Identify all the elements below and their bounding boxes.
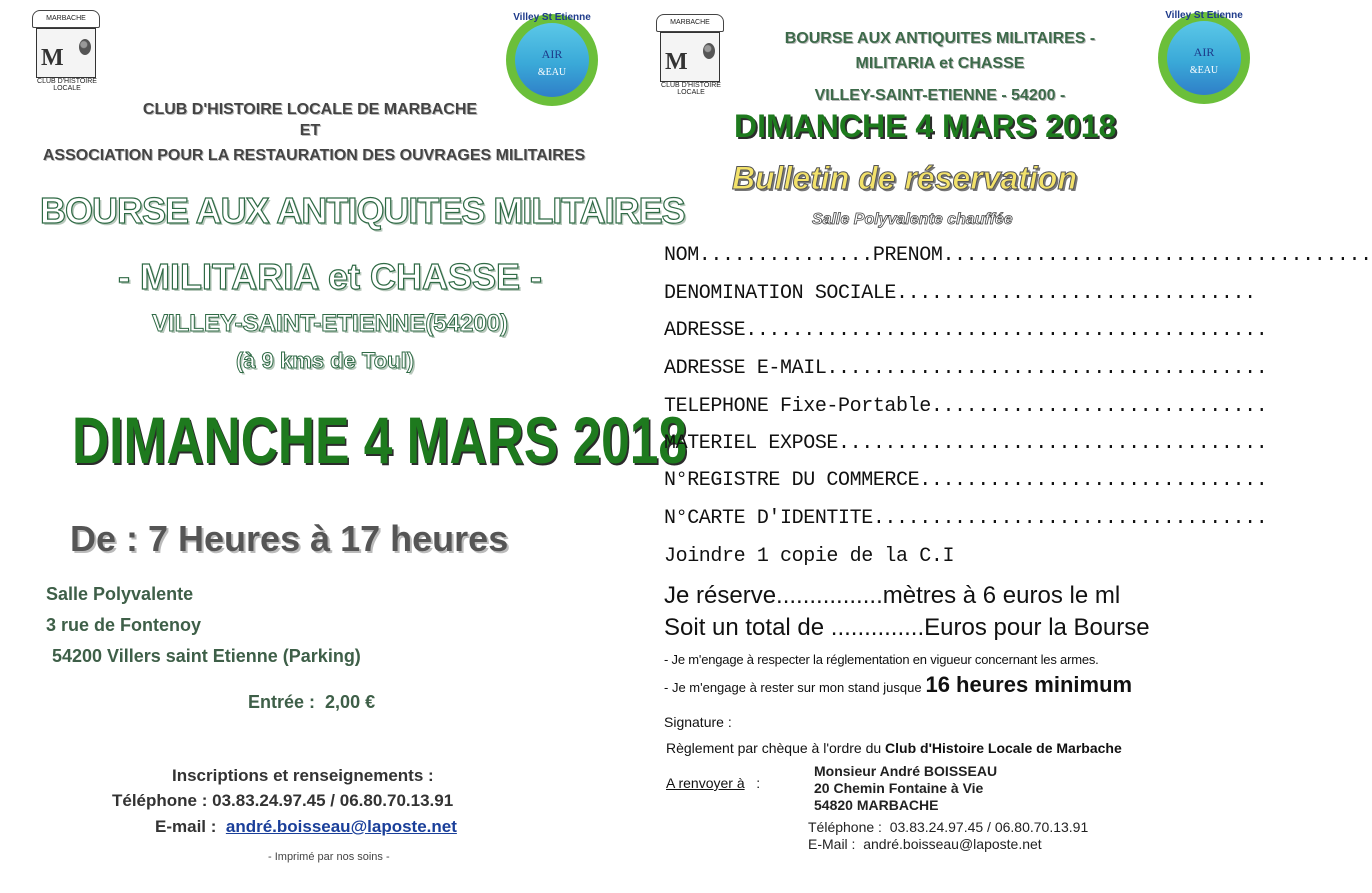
left-title2: - MILITARIA et CHASSE - <box>118 256 542 297</box>
villey-logo-air: AIR <box>1193 45 1215 59</box>
club-logo <box>30 10 104 105</box>
form-joindre: Joindre 1 copie de la C.I <box>664 545 955 568</box>
club-logo-caption: CLUB D'HISTOIRE LOCALE <box>37 78 97 92</box>
form-row-nom[interactable] <box>664 244 1372 267</box>
left-header-line3: ASSOCIATION POUR LA RESTAURATION DES OUVRAGES MILITAIRES <box>42 147 586 164</box>
left-printed: - Imprimé par nos soins - <box>268 851 390 863</box>
reglement-bold: Club d'Histoire Locale de Marbache <box>885 740 1122 756</box>
phone-label: Téléphone : <box>808 819 882 835</box>
form-denomination[interactable]: DENOMINATION SOCIALE............................... <box>664 282 1256 305</box>
right-date: DIMANCHE 4 MARS 2018 <box>734 108 1117 144</box>
villey-logo-arc: Villey St Etienne <box>513 12 591 23</box>
form-telephone[interactable]: TELEPHONE Fixe-Portable............................. <box>664 395 1268 418</box>
renvoyer <box>666 775 760 791</box>
left-header-line1: CLUB D'HISTOIRE LOCALE DE MARBACHE <box>142 101 478 118</box>
right-header-line2: MILITARIA et CHASSE <box>855 55 1025 72</box>
form-nom[interactable]: NOM............... <box>664 244 873 267</box>
engage2-prefix: - Je m'engage à rester sur mon stand jusque <box>664 680 922 695</box>
contact-street: 20 Chemin Fontaine à Vie <box>814 780 984 796</box>
reglement-prefix: Règlement par chèque à l'ordre du <box>666 740 882 756</box>
phone-numbers: 03.83.24.97.45 / 06.80.70.13.91 <box>212 791 454 810</box>
form-prenom[interactable]: PRENOM..................................... <box>872 244 1372 267</box>
email-label: E-Mail : <box>808 836 856 852</box>
right-bulletin: Bulletin de réservation <box>732 160 1077 196</box>
club-logo-flag: MARBACHE <box>656 14 724 32</box>
form-adresse-email[interactable]: ADRESSE E-MAIL...................................... <box>664 357 1268 380</box>
form-carte[interactable]: N°CARTE D'IDENTITE.................................. <box>664 507 1268 530</box>
email-link[interactable]: andré.boisseau@laposte.net <box>225 817 457 836</box>
left-address1: Salle Polyvalente <box>46 584 194 604</box>
villey-logo-air: AIR <box>541 47 563 61</box>
right-header-line1: BOURSE AUX ANTIQUITES MILITAIRES - <box>784 30 1096 47</box>
club-logo-caption: CLUB D'HISTOIRE LOCALE <box>661 82 721 96</box>
right-email <box>808 836 1042 852</box>
form-adresse[interactable]: ADRESSE............................................. <box>664 319 1268 342</box>
club-logo-emblem: M <box>36 28 96 78</box>
renvoyer-label: A renvoyer à <box>666 775 745 791</box>
club-logo-emblem: M <box>660 32 720 82</box>
grape-icon <box>79 39 91 55</box>
left-entry <box>248 692 375 713</box>
club-logo-flag: MARBACHE <box>32 10 100 28</box>
villey-logo <box>1158 12 1250 104</box>
right-salle: Salle Polyvalente chauffée <box>812 211 1013 228</box>
right-phone <box>808 819 1088 835</box>
engage1: - Je m'engage à respecter la réglementation en vigueur concernant les armes. <box>664 652 1099 667</box>
renvoyer-colon: : <box>756 775 761 791</box>
left-address2: 3 rue de Fontenoy <box>46 615 202 635</box>
left-hours: De : 7 Heures à 17 heures <box>70 518 509 559</box>
left-header-line2: ET <box>299 122 321 139</box>
engage2 <box>664 672 1132 698</box>
reglement <box>666 740 1122 756</box>
contact-name: Monsieur André BOISSEAU <box>814 763 998 779</box>
entry-label: Entrée : <box>248 692 316 712</box>
villey-logo-eau: &EAU <box>537 67 567 78</box>
phone-label: Téléphone : <box>112 791 208 810</box>
left-title1: BOURSE AUX ANTIQUITES MILITAIRES <box>40 190 685 231</box>
email-label: E-mail : <box>155 817 217 836</box>
total-line[interactable]: Soit un total de ..............Euros pour la Bourse <box>664 614 1150 641</box>
reserve-line[interactable]: Je réserve................mètres à 6 euros le ml <box>664 582 1121 609</box>
phone-numbers: 03.83.24.97.45 / 06.80.70.13.91 <box>889 819 1089 835</box>
email-link[interactable]: andré.boisseau@laposte.net <box>863 836 1042 852</box>
left-phone <box>112 791 453 811</box>
left-inscriptions: Inscriptions et renseignements : <box>172 766 434 785</box>
villey-logo-arc: Villey St Etienne <box>1165 10 1243 21</box>
villey-logo <box>506 14 598 106</box>
left-email <box>155 817 457 837</box>
grape-icon <box>703 43 715 59</box>
form-registre[interactable]: N°REGISTRE DU COMMERCE.............................. <box>664 469 1268 492</box>
right-header-line3: VILLEY-SAINT-ETIENNE - 54200 - <box>814 87 1066 104</box>
contact-city: 54820 MARBACHE <box>814 797 939 813</box>
club-logo <box>654 14 728 109</box>
left-distance: (à 9 kms de Toul) <box>235 348 415 373</box>
signature-label: Signature : <box>664 714 732 730</box>
entry-price: 2,00 € <box>325 692 376 712</box>
villey-logo-eau: &EAU <box>1189 65 1219 76</box>
left-location: VILLEY-SAINT-ETIENNE(54200) <box>151 310 509 337</box>
engage2-bold: 16 heures minimum <box>925 672 1133 697</box>
form-materiel[interactable]: MATERIEL EXPOSE..................................... <box>664 432 1268 455</box>
left-address3: 54200 Villers saint Etienne (Parking) <box>52 646 361 666</box>
left-date: DIMANCHE 4 MARS 2018 <box>72 403 688 477</box>
